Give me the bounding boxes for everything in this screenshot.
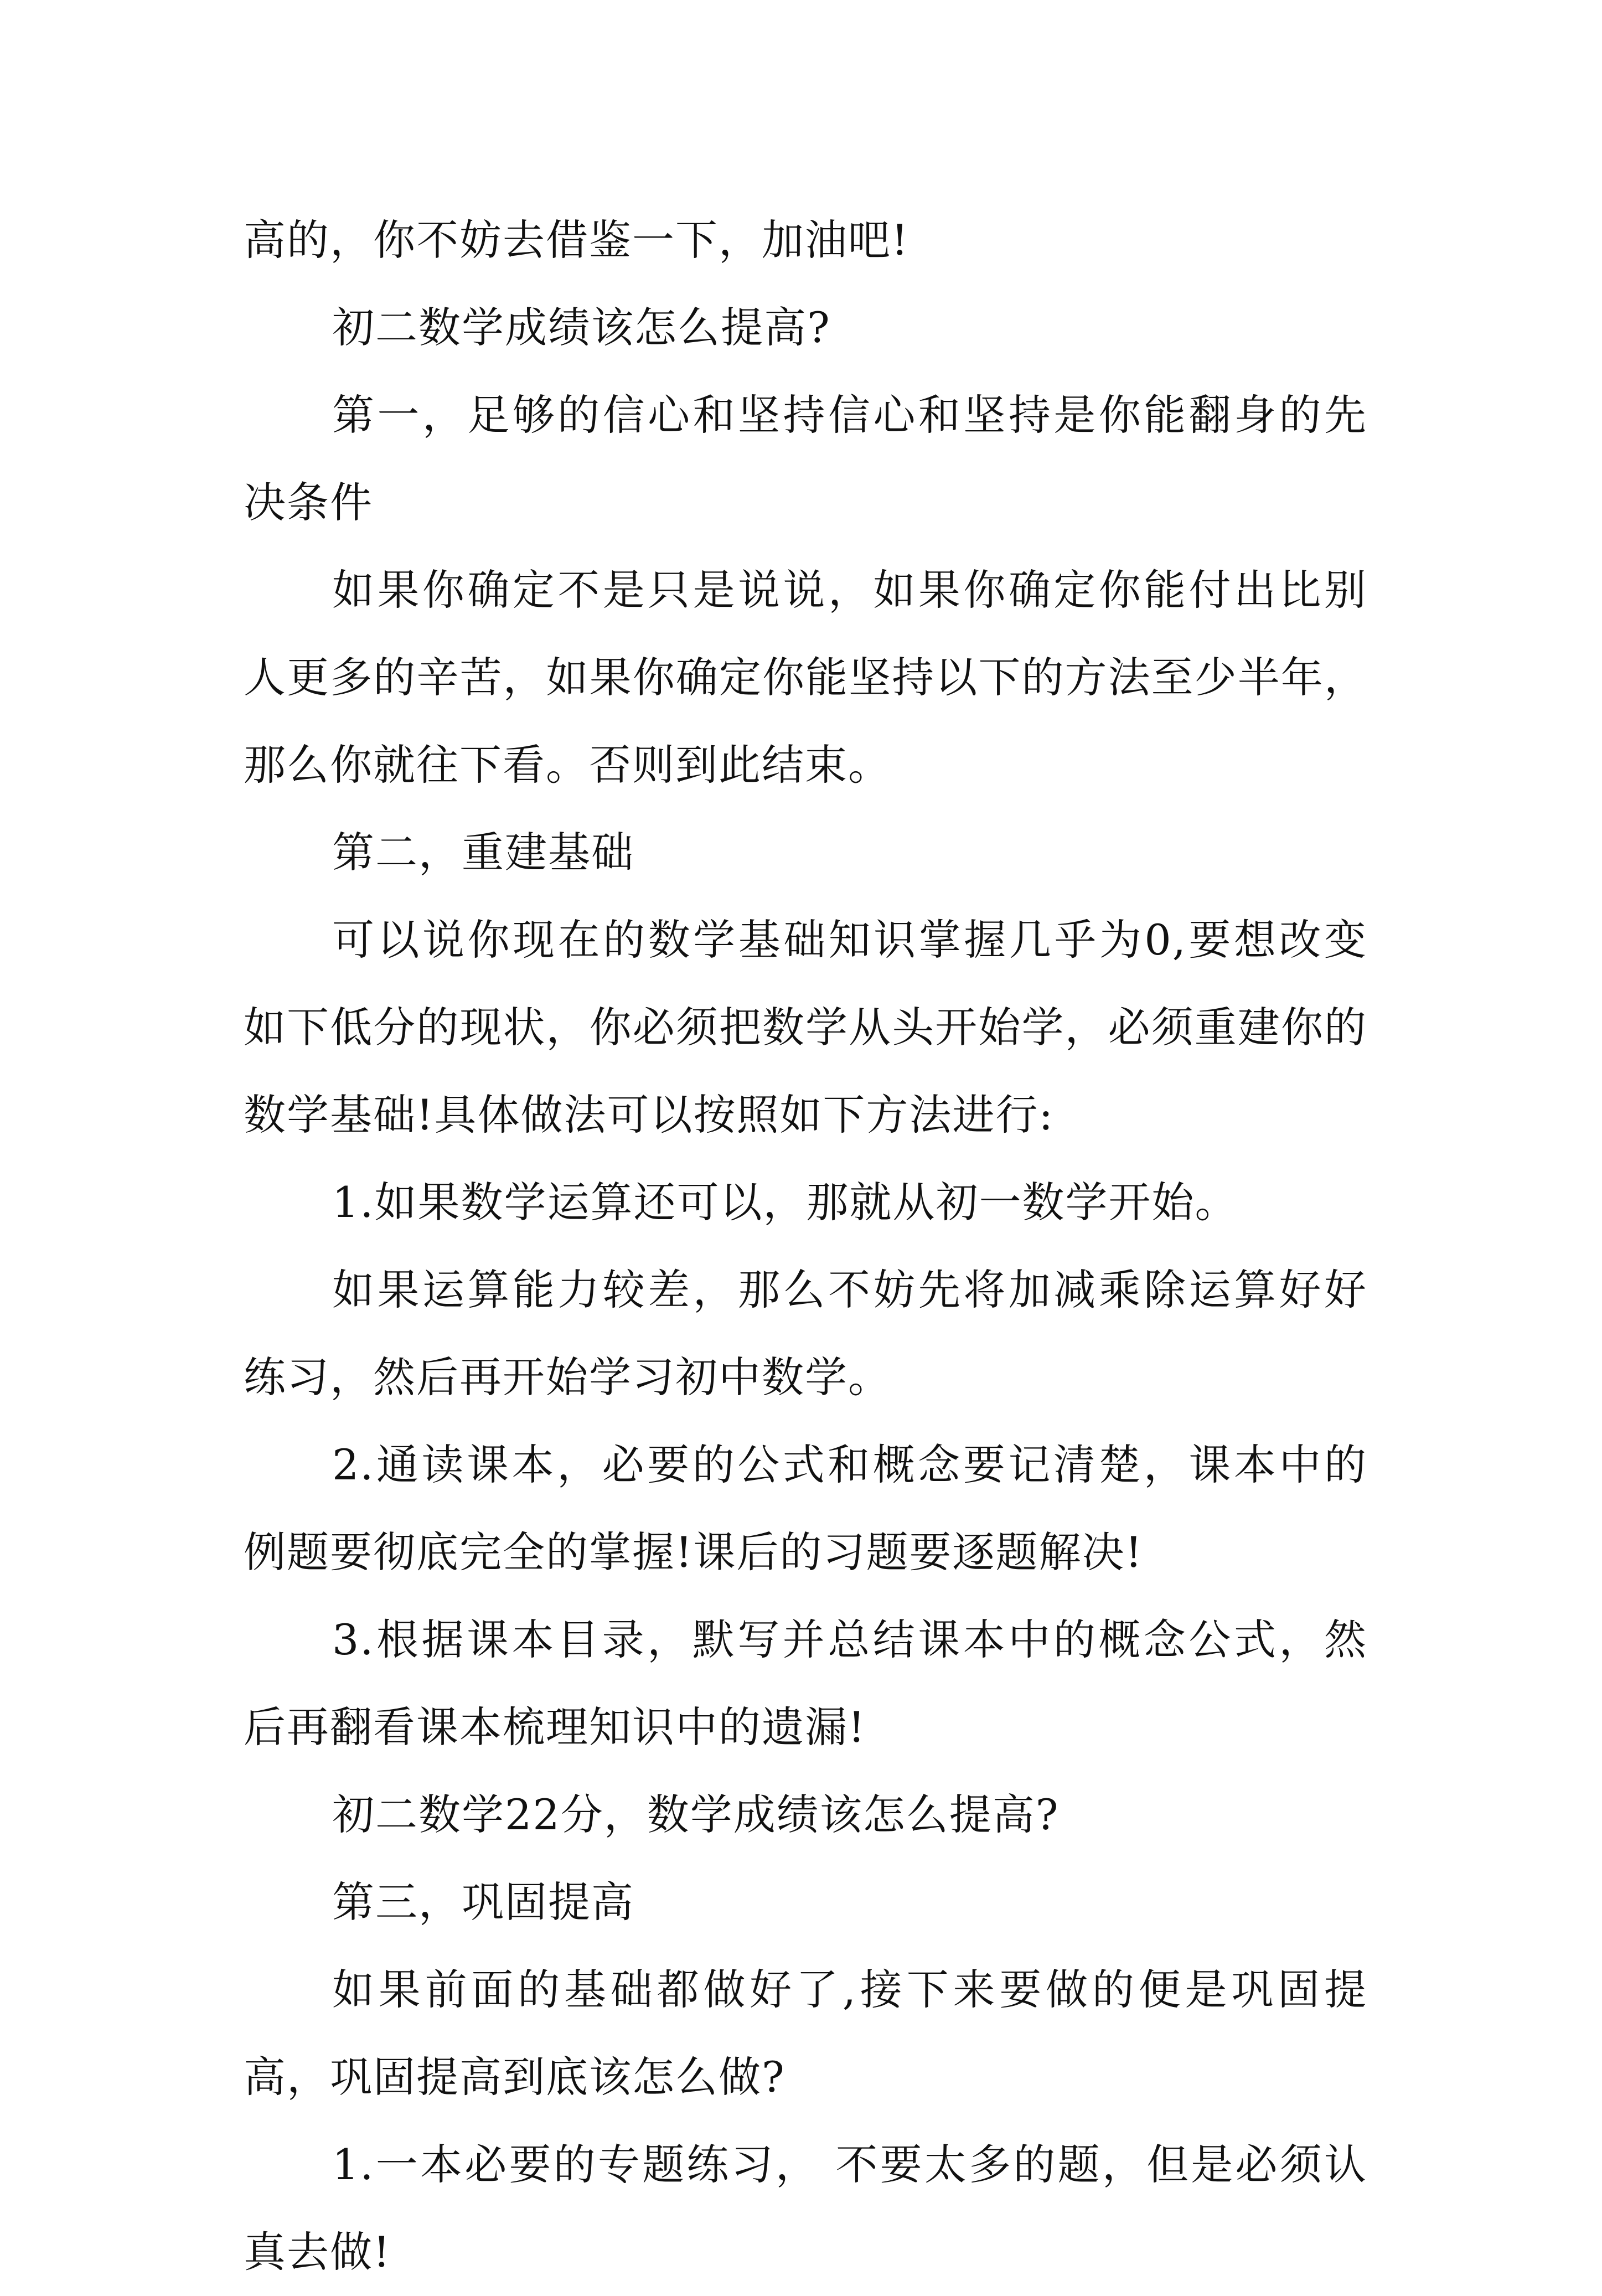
paragraph-continuation: 高的，你不妨去借鉴一下，加油吧!	[244, 215, 909, 265]
paragraph-step-three-heading: 第三，巩固提高	[332, 1877, 634, 1927]
paragraph-step-one-heading: 第一，足够的信心和坚持信心和坚持是你能翻身的先决条件	[244, 390, 1367, 527]
paragraph-step-two-body: 可以说你现在的数学基础知识掌握几乎为0,要想改变如下低分的现状，你必须把数学从头开始学，必须重建你的数学基础!具体做法可以按照如下方法进行:	[244, 915, 1367, 1139]
paragraph-question-heading: 初二数学成绩该怎么提高?	[332, 303, 831, 352]
paragraph-question-heading-2: 初二数学22分，数学成绩该怎么提高?	[332, 1790, 1060, 1839]
paragraph-step-three-item-1: 1.一本必要的专题练习， 不要太多的题，但是必须认真去做!	[244, 2140, 1367, 2277]
paragraph-list-item-1-note: 如果运算能力较差，那么不妨先将加减乘除运算好好练习，然后再开始学习初中数学。	[244, 1265, 1367, 1402]
document-body	[244, 197, 1367, 2296]
paragraph-step-three-body: 如果前面的基础都做好了,接下来要做的便是巩固提高，巩固提高到底该怎么做?	[244, 1965, 1367, 2102]
paragraph-list-item-1: 1.如果数学运算还可以，那就从初一数学开始。	[332, 1178, 1238, 1227]
paragraph-step-two-heading: 第二，重建基础	[332, 828, 634, 877]
paragraph-list-item-2: 2.通读课本，必要的公式和概念要记清楚，课本中的例题要彻底完全的掌握!课后的习题要逐题解决!	[244, 1440, 1367, 1577]
paragraph-list-item-3: 3.根据课本目录，默写并总结课本中的概念公式，然后再翻看课本梳理知识中的遗漏!	[244, 1615, 1367, 1752]
paragraph-step-one-body: 如果你确定不是只是说说，如果你确定你能付出比别人更多的辛苦，如果你确定你能坚持以下的方法至少半年，那么你就往下看。否则到此结束。	[244, 565, 1367, 790]
